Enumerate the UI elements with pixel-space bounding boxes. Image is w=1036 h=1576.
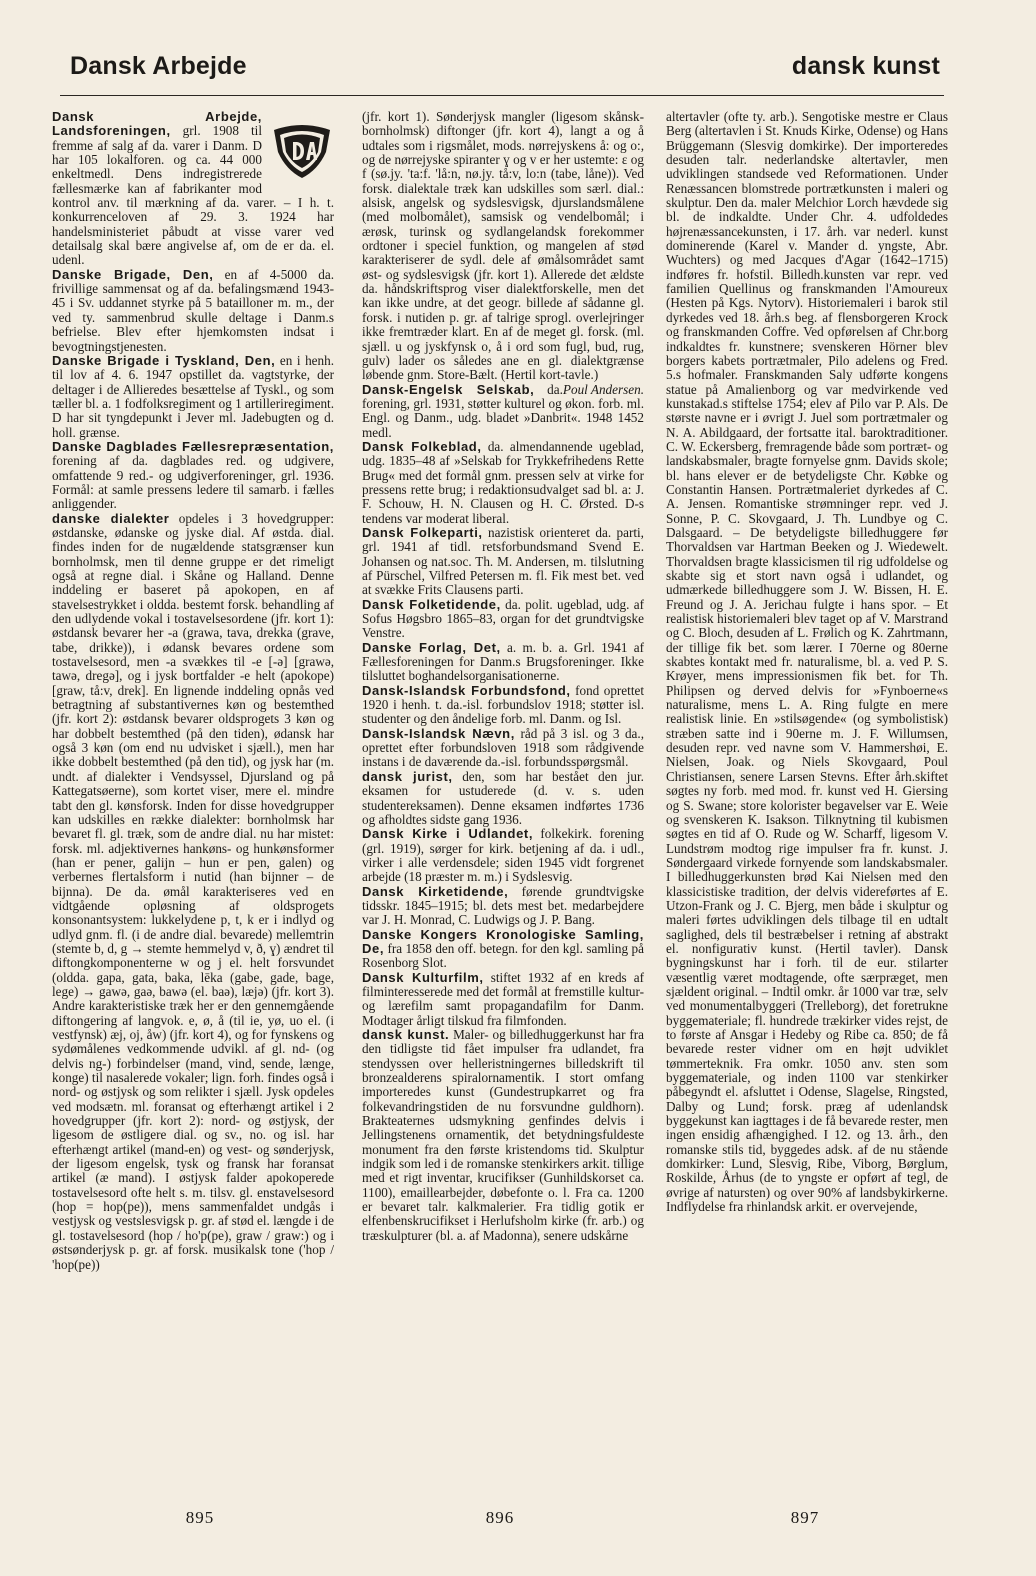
entry-text: (jfr. kort 1). Sønderjysk mangler (ligesom skånsk-bornholmsk) diftonger (jfr. kort 4), langt a og å udtales som i rigsmålet, mods. nørrejyskens å: og o:, og de nørrejyske spiranter ɣ og v er her ustemte: ɛ og f (sø.jy. 'ta:f. 'lå:n, nø.jy. tå:v, lo:n (tabe, låne)). Ved forsk. dialektale træk kan udskilles som særl. dial.: alsisk, angelsk og sydslesvigsk, djurslandsmålene (med molbomålet), samsisk og vendelbomål; i ærøsk, turinsk og sydlangelandsk forekommer ordtoner i speciel funktion, og mangelen af stød karakteriserer de sydl. dele af ømålsområdet samt øst- og sydslesvigsk (jfr. kort 1). Allerede det ældste da. håndskriftsprog viser dialektforskelle, men det kan ikke undre, at det geogr. billede af sådanne gl. forsk. i nutiden p. gr. af talrige sprogl. overlejringer ikke fremtræder klart. En af de meget gl. forsk. (ml. sjæll. u og jyskfynsk o, å i ord som fugl, bud, rug, gulv) lader os således ane en gl. dialektgrænse løbende gnm. Store-Bælt. (Hertil kort-tavle.)	[362, 109, 644, 383]
page-number-middle: 896	[485, 1508, 515, 1527]
entry-text: da. almendannende ugeblad, udg. 1835–48 af »Selskab for Trykkefrihedens Rette Brug« med det formål gnm. pressen selv at virke for pressens rette brug; i redaktionsudvalget sad bl. a: J. F. Schouw, H. N. Clausen og H. C. Ørsted. D-s tendens var moderat liberal.	[362, 438, 644, 526]
entry	[362, 885, 644, 928]
entry-headword: Dansk Folkeblad,	[362, 438, 482, 454]
running-head-right: dansk kunst	[791, 52, 940, 80]
entry-headword: Danske Dagblades Fællesrepræsentation,	[52, 438, 334, 454]
entry-text: førende grundtvigske tidsskr. 1845–1915; bl. dets mest bet. medarbejdere var J. H. Monrad, C. Ludwigs og J. P. Bang.	[362, 883, 644, 928]
entry	[52, 354, 334, 440]
entry	[362, 827, 644, 884]
entry	[362, 928, 644, 971]
entry-text: folkekirk. forening (grl. 1919), sørger for kirk. betjening af da. i udl., virker i alle verdensdele; siden 1945 vidt forgrenet arbejde (18 præster m. m.) i Sydslesvig.	[362, 826, 644, 885]
entry-text: Maler- og billedhuggerkunst har fra den tidligste tid fået impulser fra udlandet, fra stendyssen over helleristningernes billedskrift til bronzealderens spiralornamentik. I stort omfang importeredes kunst (Gundestrupkarret og fra folkevandringstiden de nu forsvundne guldhorn). Brakteaternes udsmykning genfindes delvis i Jellingstenens ornamentik, det betydningsfuldeste monument fra den første kristendoms tid. Skulptur indgik som led i de romanske stenkirkers arkit. tillige med et rigt inventar, krucifikser (Gunhildskorset ca. 1100), emaillearbejder, døbefonte o. l. Fra ca. 1200 er bevaret talr. kalkmalerier. Fra tidlig gotik er elfenbenskrucifikset i Herlufsholm kirke (fr. arb.) og træskulpturer (bl. a. af Madonna), senere udskårne	[362, 1027, 644, 1243]
entry-text: forening af da. dagblades red. og udgivere, omfattende 9 red.- og udgiverforeninger, grl. 1936. Formål: at samle pressens ledere til samarb. i fælles anliggender.	[52, 453, 334, 512]
entry-headword: danske dialekter	[52, 510, 170, 526]
entry	[362, 971, 644, 1028]
entry	[362, 727, 644, 770]
entry-headword: Dansk Folketidende,	[362, 596, 501, 612]
page-number-right: 897	[790, 1508, 820, 1527]
entry-text: fra 1858 den off. betegn. for den kgl. samling på Rosenborg Slot.	[362, 940, 644, 971]
page-number-left: 895	[185, 1508, 215, 1527]
entry-text: en i henh. til lov af 4. 6. 1947 opstillet da. vagtstyrke, der deltager i de Allieredes besættelse af Tyskl., og som tæller bl. a. 1 fodfolksregiment og 1 artilleriregiment. D har sit tyngdepunkt i Jever ml. Jadebugten og d. holl. grænse.	[52, 352, 334, 440]
author-signature: Poul Andersen.	[562, 381, 644, 397]
entry-headword: dansk jurist,	[362, 768, 453, 784]
entry-headword: Dansk Kulturfilm,	[362, 969, 484, 985]
entry	[362, 641, 644, 684]
entry-text: fond oprettet 1920 i henh. t. da.-isl. forbundslov 1918; støtter isl. studenter og den åndelige forb. ml. Danm. og Isl.	[362, 682, 644, 727]
entry-text: da. polit. ugeblad, udg. af Sofus Høgsbro 1865–83, organ for det grundtvigske Venstre.	[362, 596, 644, 641]
column-3	[666, 110, 948, 1214]
entry-text: a. m. b. a. Grl. 1941 af Fællesforeningen for Danm.s Brugsforeninger. Ikke tilsluttet boghandelsorganisationerne.	[362, 639, 644, 684]
entry-text: en af 4-5000 da. frivillige sammensat og af da. befalingsmænd 1943-45 i Sv. uddannet styrke på 5 batailloner m. m., der ved ty. sammenbrud skulle deltage i Danm.s befrielse. Blev efter hjemkomsten indsat i bevogtningstjenesten.	[52, 266, 335, 354]
entry	[362, 526, 644, 598]
entry-headword: Danske Kongers Kronologiske Samling, De,	[362, 926, 644, 956]
entry	[362, 684, 644, 727]
entry-text: den, som har bestået den jur. eksamen for ustuderede (d. v. s. uden studentereksamen). Denne eksamen indførtes 1736 og afholdtes sidste gang 1936.	[362, 768, 644, 827]
entry-headword: Dansk Arbejde, Landsforeningen,	[52, 109, 262, 139]
entry	[52, 440, 334, 512]
entry	[362, 1028, 644, 1243]
entry	[52, 268, 334, 354]
entry	[52, 512, 334, 1272]
entry	[362, 598, 644, 641]
entry-headword: dansk kunst.	[362, 1027, 450, 1042]
entry-headword: Dansk-Islandsk Nævn,	[362, 725, 515, 741]
entry-headword: Danske Brigade i Tyskland, Den,	[52, 352, 276, 368]
entry-text: grl. 1908 til fremme af salg af da. varer i Danm. D har 105 lokalforen. og ca. 44 000 enkeltmedl. Dens indregistrerede fællesmærke kan af fabrikanter mod kontrol anv. til mærkning af da. varer. – I h. t. konkurrenceloven af 29. 3. 1924 har handelsministeriet påbudt at visse varer ved detailsalg skal bære angivelse af, om de er da. el. udenl.	[52, 123, 334, 268]
entry-headword: Dansk Kirketidende,	[362, 883, 509, 899]
entry-headword: Dansk-Engelsk Selskab,	[362, 381, 535, 397]
entry-text: altertavler (ofte ty. arb.). Sengotiske mestre er Claus Berg (altertavlen i St. Knuds Kirke, Odense) og Hans Brüggemann (Slesvig domkirke). Der importeredes desuden talr. nederlandske altertavler, men udviklingen standsede ved Reformationen. Under Renæssancen blomstrede portrætkunsten i maleri og skulptur. Den da. maler Melchior Lorch hævdede sig bl. de indkaldte. Under Chr. 4. udfoldedes højrenæssancekunsten, i 17. årh. var nederl. kunst dominerende (Karel v. Mander d. yngste, Abr. Wuchters) og med Jacques d'Agar (1642–1715) indføres fr. hofstil. Billedh.kunsten var repr. ved familien Quellinus og franskmanden l'Amoureux (Hesten på Kgs. Nytorv). Historiemaleri i barok stil dyrkedes ved 18. årh.s beg. af flensborgeren Krock og franskmanden Coffre. Ved opførelsen af Chr.borg indkaldtes fr. kunstnere; svenskeren Hörner blev borgers kabets portrætmaler, Pilo adelens og Fred. 5.s hofmaler. Franskmanden Saly udførte kongens statue på Amalienborg og var medvirkende ved kunstakad.s stiftelse 1754; elev af Pilo var P. Als. De største navne er i øvrigt J. Juel som portrætmaler og N. A. Abildgaard, der fortsatte ital. baroktraditioner. C. W. Eckersberg, fremragende både som portræt- og landskabsmaler, bragte fornyelse gnm. Davids skole; bl. hans elever er de betydeligste Chr. Købke og Constantin Hansen. Portrætmaleriet dyrkedes af C. A. Jensen. Romantiske strømninger repr. ved J. Sonne, P. C. Skovgaard, J. Th. Lundbye og C. Dalsgaard. – De betydeligste billedhuggere før Thorvaldsen var Hartman Beeken og J. Wiedewelt. Thorvaldsen bragte klassicismen til rig udfoldelse og skabte sig et stort navn også i udlandet, og udmærkede billedhuggere som J. W. Bissen, H. E. Freund og J. A. Jerichau fulgte i hans spor. – Et realistisk historiemaleri blev taget op af V. Marstrand og C. Bloch, desuden af L. Frølich og K. Zahrtmann, der tillige fik bet. som lærer. I 70erne og 80erne skabtes kontakt med fr. naturalisme, bl. a. ved P. S. Krøyer, mens impressionismen fik bet. for Th. Philipsen og derved delvis for »Fynboerne«s naturalisme, mens L. A. Ring fulgte en mere realistisk linie. En »stilsøgende« (og symbolistisk) stræben satte ind i 90erne m. J. F. Willumsen, desuden repr. ved navne som V. Hammershøi, E. Nielsen, Joak. og Niels Skovgaard, Poul Christiansen, senere Larsen Stevns. Efter årh.skiftet søgtes ny forb. med mod. fr. kunst ved H. Giersing og S. Swane; store kolorister begavelser var E. Weie og svenskeren K. Isakson. Tilknytning til kubismen søgtes en tid af O. Rude og W. Scharff, ligesom V. Lundstrøm modtog rige impulser fra fr. kunst. J. Søndergaard virkede fornyende som landskabsmaler. I billedhuggerkunsten brød Kai Nielsen med den klassicistiske tradition, der delvis videreførtes af E. Utzon-Frank og J. C. Bjerg, men både i skulptur og maleri førtes udviklingen dels tilbage til en udtalt saglighed, dels til bestræbelser i retning af abstrakt el. nonfigurativ kunst. (Hertil tavler). Dansk bygningskunst har i forh. til de eur. stilarter væsentlig været modtagende, ofte særpræget, men sjældent original. – Indtil omkr. år 1000 var træ, selv ved monumentalbyggeri (Trelleborg), det foretrukne byggemateriale; fl. hundrede trækirker vides rejst, de to første af Ansgar i Hedeby og Ribe ca. 850; de få bevarede rester vidner om en højt udviklet tømmerteknik. Fra omkr. 1050 anv. sten som byggemateriale, og inden 1100 var stenkirker påbegyndt el. afsluttet i Odense, Slagelse, Ringsted, Dalby og Lund; forsk. præg af udenlandsk byggekunst kan iagttages i de få bevarede rester, men ingen ensidig afhængighed. I 12. og 13. årh., den romanske stils tid, byggedes adsk. af de nu stående domkirker: Lund, Slesvig, Ribe, Viborg, Børglum, Roskilde, Århus (de to yngste er opført af tegl, de øvrige af natursten) og over 90% af landsbykirkerne. Indflydelse fra rhinlandsk arkit. er overvejende,	[666, 109, 948, 1215]
column-1	[52, 110, 334, 1272]
entry	[52, 110, 334, 268]
entry-headword: Danske Brigade, Den,	[52, 266, 214, 282]
entry-headword: Dansk Folkeparti,	[362, 524, 483, 540]
entry	[362, 770, 644, 827]
running-head	[70, 52, 940, 92]
entry-headword: Danske Forlag, Det,	[362, 639, 501, 655]
running-head-left: Dansk Arbejde	[70, 52, 247, 80]
entry-text: da. forening, grl. 1931, støtter kulturel og økon. forb. ml. Engl. og Danm., udg. bladet »Danbrit«. 1948 1452 medl.	[362, 381, 644, 440]
entry-text: opdeles i 3 hovedgrupper: østdanske, ødanske og jyske dial. Af østda. dial. findes inden for de nugældende statsgrænser kun bornholmsk, men til denne gruppe er det rimeligt også at regne dial. i Skåne og Halland. Denne inddeling er baseret på apokopen, en af stavelsestrykket i oldda. bestemt forsk. behandling af den udlydende vokal i tostavelsesordene (jfr. kort 1): østdansk bevarer her -a (grawa, tava, drekka (grave, tabe, drikke)), i ødansk bevares ordene som tostavelsesord, men -a svækkes til -e [-ə] [grawə, tawə, dregə], og i jysk bortfalder -e helt (apokope) [graw, tå:v, drek]. En lignende inddeling opnås ved betragtning af substantivernes køn og bestemthed (jfr. kort 2): østdansk bevarer oldsprogets 3 køn og har dobbelt bestemthed (på den tiden), ødansk har også 3 køn (om end nu udvisket i sjæll.), men har ikke dobbelt bestemthed (på den tid), og jysk har (m. undt. af dialekter i Vendsyssel, Djursland og på Kattegatsøerne), som kortet viser, mere el. mindre tabt den gl. kønsforsk. Inden for disse hovedgrupper kan udskilles en række dialekter: bornholmsk har bevaret fl. gl. træk, som de andre dial. nu har mistet: forsk. ml. adjektivernes hankøns- og hunkønsformer (han er pener, galijn – hun er pen, galen) og verbernes flertalsform i nutid (han bijnner – de bijnna). De da. ømål karakteriseres ved en vidtgående opløsning af oldsprogets konsonantsystem: lukkelydene p, t, k er i indlyd og udlyd gnm. fl. (i de andre dial. bevarede) mellemtrin (stemte b, d, g → stemte hemmelyd v, ð, ɣ) ændret til diftongkomponenterne w og j el. helt forsvundet (oldda. gapa, gata, baka, lēka (gabe, gade, bage, lege) → gawə, gaə, bawə (el. baə), læjə) (jfr. kort 3). Andre karakteristiske træk her er den gennemgående diftongering af langvok. e, ø, å (til ie, yø, uo el. (i vestfynsk) æj, oj, åw) (jfr. kort 4), og for fynskens og sydømålenes vedkommende udvikl. af gl. nd- (og delvis ng-) forbindelser (mand, vind, sende, længe, konge) til nasalerede vokaler; lign. forh. findes også i nord- og østjysk og som relikter i sjæll. Jysk opdeles ved modsætn. ml. foransat og efterhængt artikel i 2 hovedgrupper (jfr. kort 2): nord- og østjysk, der ligesom de østligere dial. og sv., no. og isl. har efterhængt artikel (mand-en) og vest- og sønderjysk, der ligesom engelsk, tysk og fransk har foransat artikel (æ mand). I østjysk falder apokoperede tostavelsesord ofte helt s. m. tilsv. gl. enstavelsesord (hop = hop(pe)), mens sammenfaldet undgås i vestjysk og vestslesvigsk p. gr. af stød el. længde i de gl. tostavelsesord (hop / ho'p(pe), graw / graw:) og i østsønderjysk p. gr. af forsk. musikalsk tone ('hop / 'hop(pe))	[52, 510, 334, 1272]
entry-headword: Dansk-Islandsk Forbundsfond,	[362, 682, 571, 698]
entry	[362, 440, 644, 526]
entry-text: stiftet 1932 af en kreds af filminteresserede med det formål at fremstille kultur- og lærefilm samt propagandafilm for Danm. Modtager årligt tilskud fra filmfonden.	[362, 969, 644, 1028]
entry-text: råd på 3 isl. og 3 da., oprettet efter forbundsloven 1918 som rådgivende instans i de daværende da.-isl. forbundsspørgsmål.	[362, 725, 644, 770]
dansk-arbejde-shield-logo	[270, 122, 334, 180]
column-2	[362, 110, 644, 1243]
entry-headword: Dansk Kirke i Udlandet,	[362, 826, 534, 842]
header-rule	[60, 95, 944, 96]
entry	[666, 110, 948, 1214]
entry-text: nazistisk orienteret da. parti, grl. 1941 af tidl. retsforbundsmand Svend E. Johansen og nat.soc. Th. M. Andersen, m. tilslutning af Pürschel, Vilfred Petersen m. fl. Fik mest bet. ved at svække Frits Clausens parti.	[362, 524, 644, 598]
